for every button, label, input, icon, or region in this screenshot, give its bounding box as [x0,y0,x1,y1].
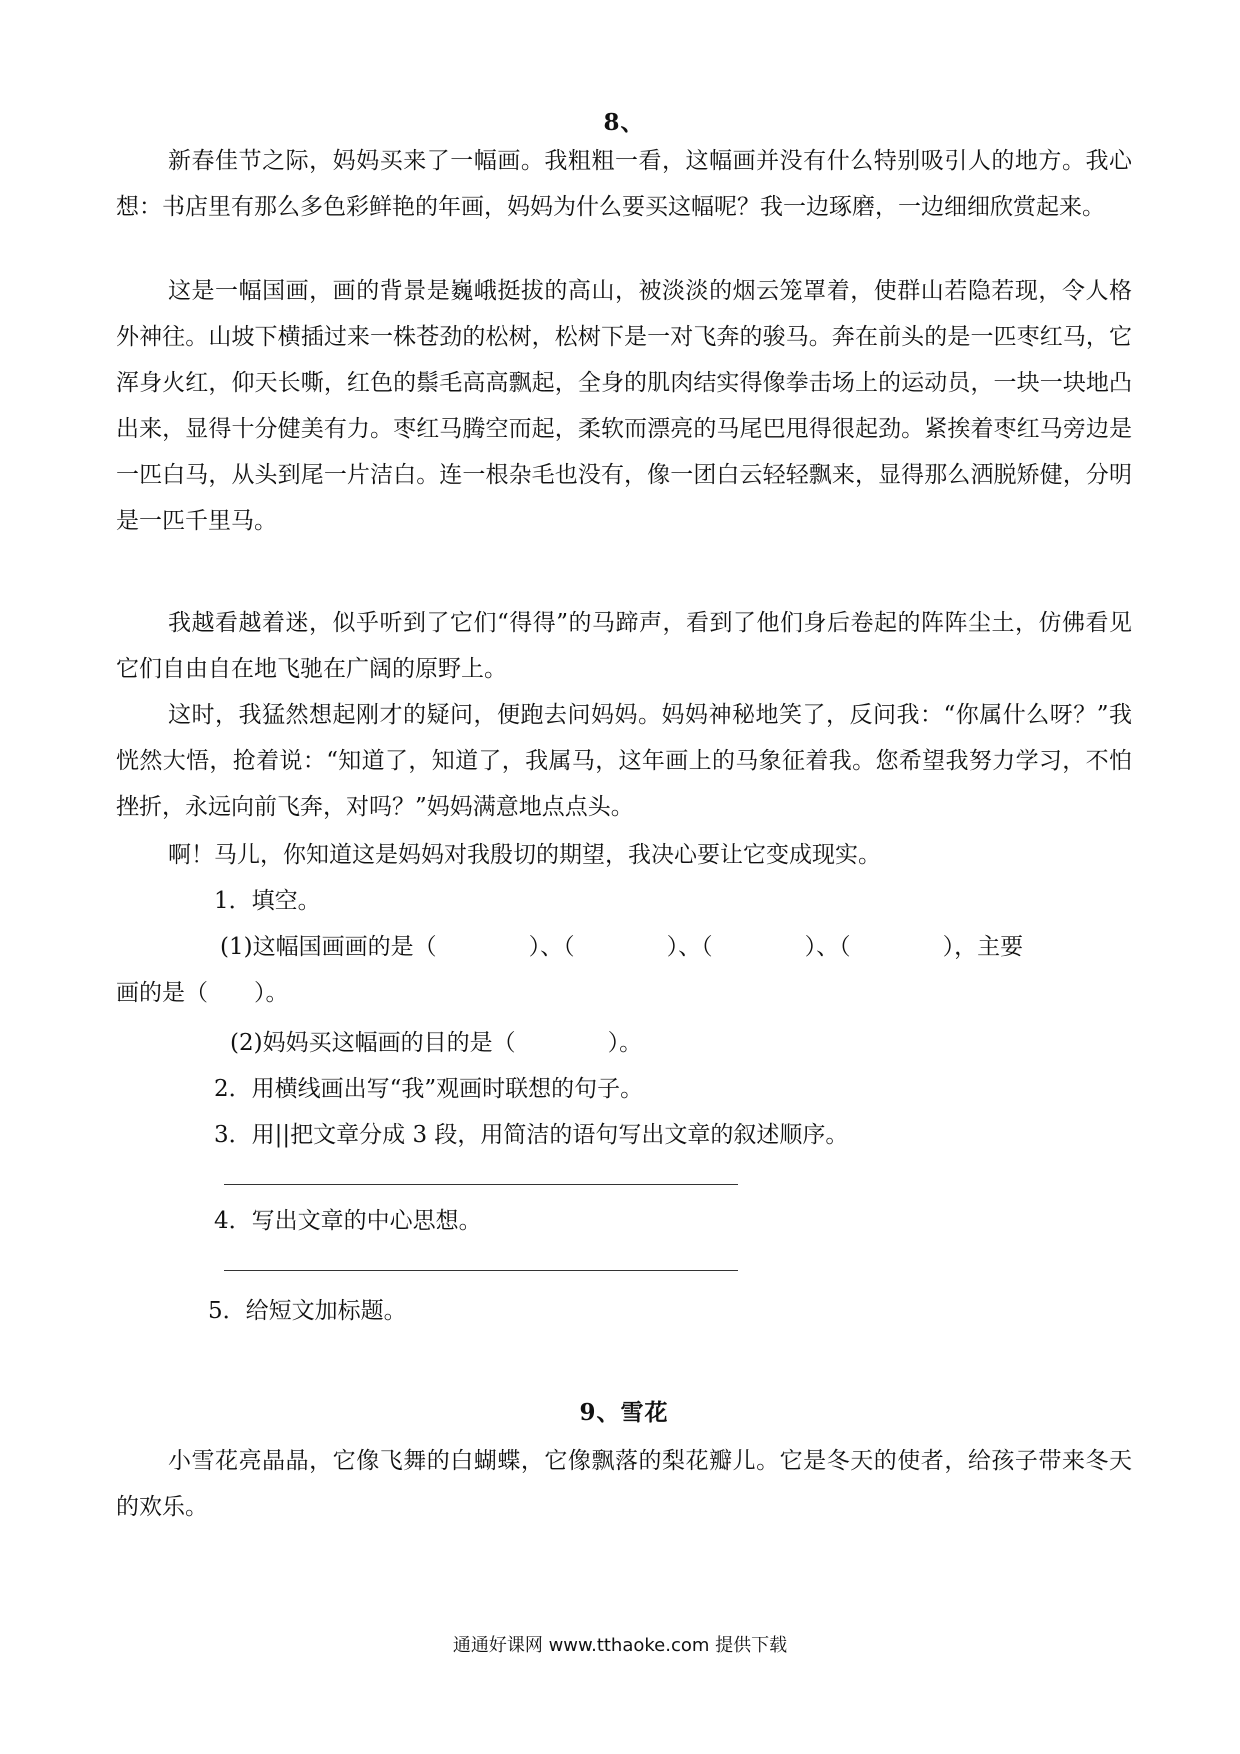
paragraph-1: 新春佳节之际，妈妈买来了一幅画。我粗粗一看，这幅画并没有什么特别吸引人的地方。我心想：书店里有那么多色彩鲜艳的年画，妈妈为什么要买这幅呢？我一边琢磨，一边细细欣赏起来。 [116,148,1132,220]
paragraph-5: 啊！马儿，你知道这是妈妈对我殷切的期望，我决心要让它变成现实。 [168,842,881,868]
question-1: 1．填空。 [214,888,321,914]
section-9-paragraph: 小雪花亮晶晶，它像飞舞的白蝴蝶，它像飘落的梨花瓣儿。它是冬天的使者，给孩子带来冬天的欢乐。 [116,1448,1132,1520]
question-2: 2．用横线画出写“我”观画时联想的句子。 [214,1076,644,1102]
question-3: 3．用||把文章分成 3 段，用简洁的语句写出文章的叙述顺序。 [214,1122,849,1148]
question-4: 4．写出文章的中心思想。 [214,1208,482,1234]
paragraph-3: 我越看越着迷，似乎听到了它们“得得”的马蹄声，看到了他们身后卷起的阵阵尘土，仿佛看见它们自由自在地飞驰在广阔的原野上。 [116,610,1132,682]
paragraph-2: 这是一幅国画，画的背景是巍峨挺拔的高山，被淡淡的烟云笼罩着，使群山若隐若现，令人格外神往。山坡下横插过来一株苍劲的松树，松树下是一对飞奔的骏马。奔在前头的是一匹枣红马，它浑身火红，仰天长嘶，红色的鬃毛高高飘起，全身的肌肉结实得像拳击场上的运动员，一块一块地凸出来，显得十分健美有力。枣红马腾空而起，柔软而漂亮的马尾巴甩得很起劲。紧挨着枣红马旁边是一匹白马，从头到尾一片洁白。连一根杂毛也没有，像一团白云轻轻飘来，显得那么洒脱矫健，分明是一匹千里马。 [116,278,1132,534]
section-9-title: 9、雪花 [579,1399,669,1426]
question-1-1-line1: (1)这幅国画画的是（ ）、（ ）、（ ）、（ ），主要 [220,934,1024,960]
question-1-1-line2: 画的是（ ）。 [116,980,289,1006]
paragraph-4: 这时，我猛然想起刚才的疑问，便跑去问妈妈。妈妈神秘地笑了，反问我：“你属什么呀？”我恍然大悟，抢着说：“知道了，知道了，我属马，这年画上的马象征着我。您希望我努力学习，不怕挫折，永远向前飞奔，对吗？”妈妈满意地点点头。 [116,702,1132,820]
answer-line-4 [224,1270,738,1271]
answer-line-3 [224,1184,738,1185]
question-5: 5．给短文加标题。 [208,1298,407,1324]
question-1-2: (2)妈妈买这幅画的目的是（ ）。 [230,1030,643,1056]
section-8-title: 8、 [603,109,645,136]
footer-source: 通通好课网 www.tthaoke.com 提供下载 [452,1635,788,1656]
